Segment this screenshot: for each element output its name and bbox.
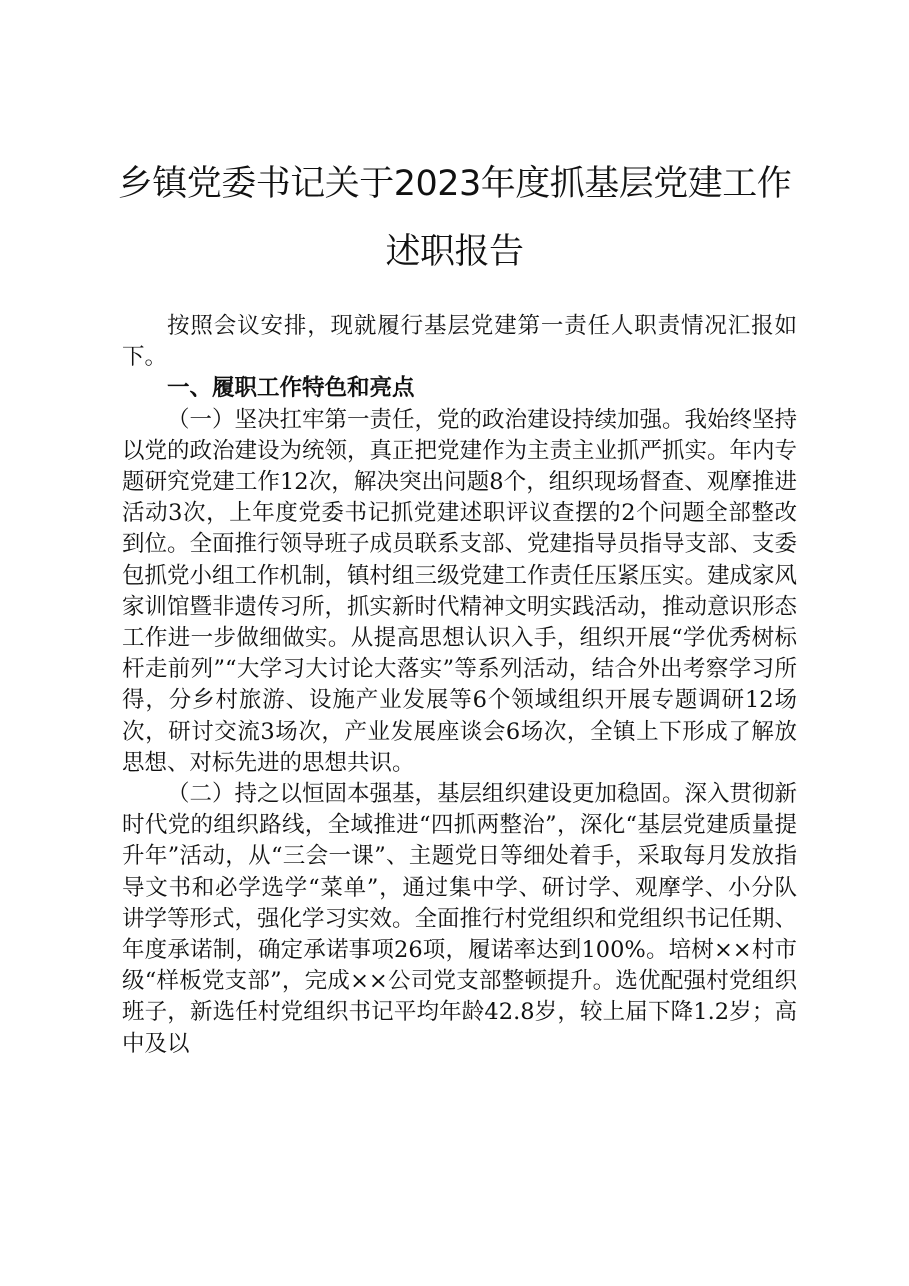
intro-paragraph: 按照会议安排，现就履行基层党建第一责任人职责情况汇报如下。	[122, 313, 797, 371]
title-line-2: 述职报告	[385, 232, 524, 272]
section-heading: 一、履职工作特色和亮点	[167, 375, 415, 402]
paragraph-1: （一）坚决扛牢第一责任，党的政治建设持续加强。我始终坚持以党的政治建设为统领，真正把党建作为主责主业抓严抓实。年内专题研究党建工作12次，解决突出问题8个，组织现场督查、观摩推进活动3次，上年度党委书记抓党建述职评议查摆的2个问题全部整改到位。全面推行领导班子成员联系支部、党建指导员指导支部、支委包抓党小组工作机制，镇村组三级党建工作责任压紧压实。建成家风家训馆暨非遗传习所，抓实新时代精神文明实践活动，推动意识形态工作进一步做细做实。从提高思想认识入手，组织开展“学优秀树标杆走前列”“大学习大讨论大落实”等系列活动，结合外出考察学习所得，分乡村旅游、设施产业发展等6个领域组织开展专题调研12场次，研讨交流3场次，产业发展座谈会6场次，全镇上下形成了解放思想、对标先进的思想共识。	[122, 406, 798, 776]
document-title	[100, 150, 809, 286]
title-line-1: 乡镇党委书记关于2023年度抓基层党建工作	[117, 164, 792, 204]
document-body	[122, 311, 797, 1060]
paragraph-2: （二）持之以恒固本强基，基层组织建设更加稳固。深入贯彻新时代党的组织路线，全域推进“四抓两整治”，深化“基层党建质量提升年”活动，从“三会一课”、主题党日等细处着手，采取每月发放指导文书和必学选学“菜单”，通过集中学、研讨学、观摩学、小分队讲学等形式，强化学习实效。全面推行村党组织和党组织书记任期、年度承诺制，确定承诺事项26项，履诺率达到100%。培树××村市级“样板党支部”，完成××公司党支部整顿提升。选优配强村党组织班子，新选任村党组织书记平均年龄42.8岁，较上届下降1.2岁；高中及以	[122, 781, 798, 1057]
